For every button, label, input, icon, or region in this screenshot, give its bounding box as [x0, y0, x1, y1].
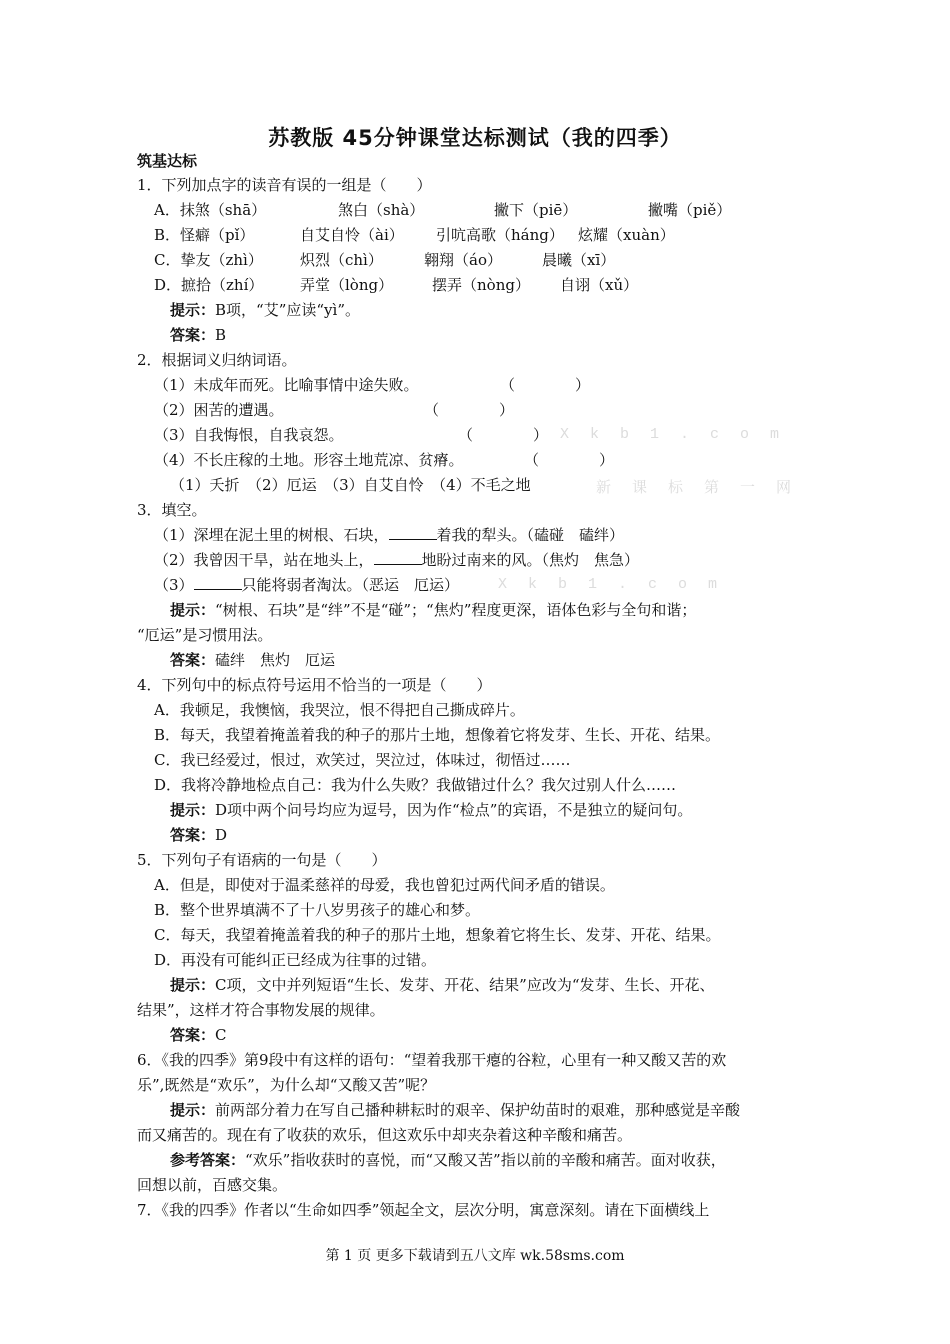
- q6-reference-answer: 参考答案：“欢乐”指收获时的喜悦，而“又酸又苦”指以前的辛酸和痛苦。面对收获，: [170, 1151, 726, 1169]
- q4-hint: 提示：D项中两个问号均应为逗号，因为作“检点”的宾语，不是独立的疑问句。: [170, 801, 693, 819]
- q4-option-c: C．我已经爱过，恨过，欢笑过，哭泣过，体味过，彻悟过……: [154, 751, 571, 769]
- q3-hint: 提示：“树根、石块”是“绊”不是“碰”；“焦灼”程度更深，语体色彩与全句和谐；: [170, 601, 697, 619]
- q2-blank-3: （ ）: [458, 426, 549, 444]
- q6-stem-cont: 乐”,既然是“欢乐”，为什么却“又酸又苦”呢？: [137, 1076, 436, 1094]
- q6-hint: 提示：前两部分着力在写自己播种耕耘时的艰辛、保护幼苗时的艰难，那种感觉是辛酸: [170, 1101, 741, 1119]
- q2-blank-4: （ ）: [524, 451, 615, 469]
- q1-answer: 答案：B: [170, 326, 227, 344]
- q3-blank-1[interactable]: [389, 525, 437, 540]
- q3-blank-2[interactable]: [374, 550, 422, 565]
- page-title: 苏教版 45分钟课堂达标测试（我的四季）: [268, 126, 682, 150]
- q6-hint-cont: 而又痛苦的。现在有了收获的欢乐，但这欢乐中却夹杂着这种辛酸和痛苦。: [137, 1126, 633, 1144]
- q1-stem: 1．下列加点字的读音有误的一组是（ ）: [137, 176, 432, 194]
- q4-stem: 4．下列句中的标点符号运用不恰当的一项是（ ）: [137, 676, 492, 694]
- q5-stem: 5．下列句子有语病的一句是（ ）: [137, 851, 387, 869]
- q3-item-2: （2）我曾因干旱，站在地头上， 地盼过南来的风。（焦灼 焦急）: [154, 551, 640, 569]
- watermark-1: X k b 1 . c o m: [560, 426, 786, 443]
- q5-option-d: D．再没有可能纠正已经成为往事的过错。: [154, 951, 437, 969]
- q3-item-1: （1）深埋在泥土里的树根、石块， 着我的犁头。（磕碰 磕绊）: [154, 526, 625, 544]
- q2-blank-2: （ ）: [424, 401, 515, 419]
- q6-stem: 6．《我的四季》第9段中有这样的语句：“望着我那干瘪的谷粒，心里有一种又酸又苦的欢: [137, 1051, 727, 1069]
- q4-option-b: B．每天，我望着掩盖着我的种子的那片土地，想像着它将发芽、生长、开花、结果。: [154, 726, 721, 744]
- q2-item-1: （1）未成年而死。比喻事情中途失败。: [154, 376, 419, 394]
- q5-option-b: B．整个世界填满不了十八岁男孩子的雄心和梦。: [154, 901, 481, 919]
- q4-option-a: A．我顿足，我懊恼，我哭泣，恨不得把自己撕成碎片。: [154, 701, 525, 719]
- q3-answer: 答案：磕绊 焦灼 厄运: [170, 651, 336, 669]
- q5-option-a: A．但是，即使对于温柔慈祥的母爱，我也曾犯过两代间矛盾的错误。: [154, 876, 615, 894]
- page-footer: 第 1 页 更多下载请到五八文库 wk.58sms.com: [325, 1248, 625, 1264]
- q4-answer: 答案：D: [170, 826, 228, 844]
- document-page: 苏教版 45分钟课堂达标测试（我的四季） 筑基达标 1．下列加点字的读音有误的一组是（ ） A．抹煞（shā） 煞白（shà） 撇下（piē） 撇嘴（piě） B．怪癖（pǐ） 自艾自怜（ài） 引吭高歌（háng） 炫耀（xuàn） C．挚友（zhì） 炽烈（chì） 翱翔（áo） 晨曦（xī） D．摭拾（zhí） 弄堂（lòng） 摆弄（nòng） 自诩（xǔ） 提示：B项，“艾”应读“yì”。 答案：B 2．根据词义归纳词语。 （1）未成年而死。比喻事情中途失败。 （ ） （2）困苦的遭遇。 （ ） （3）自我悔恨，自我哀怨。 （ ） X k b 1 . c o m （4）不长庄稼的土地。形容土地荒凉、贫瘠。 （ ） （1）夭折 （2）厄运 （3）自艾自怜 （4）不毛之地 新 课 标 第 一 网 3．填空。 （1）深埋在泥土里的树根、石块， 着我的犁头。（磕碰 磕绊） （2）我曾因干旱，站在地头上， 地盼过南来的风。（焦灼 焦急） （3） 只能将弱者淘汰。（恶运 厄运） X k b 1 . c o m 提示：“树根、石块”是“绊”不是“碰”；“焦灼”程度更深，语体色彩与全句和谐； “厄运”是习惯用法。 答案：磕绊 焦灼 厄运 4．下列句中的标点符号运用不恰当的一项是（ ） A．我顿足，我懊恼，我哭泣，恨不得把自己撕成碎片。 B．每天，我望着掩盖着我的种子的那片土地，想像着它将发芽、生长、开花、结果。 C．我已经爱过，恨过，欢笑过，哭泣过，体味过，彻悟过…… D．我将冷静地检点自己：我为什么失败？我做错过什么？我欠过别人什么…… 提示：D项中两个问号均应为逗号，因为作“检点”的宾语，不是独立的疑问句。 答案：D 5．下列句子有语病的一句是（ ） A．但是，即使对于温柔慈祥的母爱，我也曾犯过两代间矛盾的错误。 B．整个世界填满不了十八岁男孩子的雄心和梦。 C．每天，我望着掩盖着我的种子的那片土地，想象着它将生长、发芽、开花、结果。 D．再没有可能纠正已经成为往事的过错。 提示：C项，文中并列短语“生长、发芽、开花、结果”应改为“发芽、生长、开花、 结果”，这样才符合事物发展的规律。 答案：C 6．《我的四季》第9段中有这样的语句：“望着我那干瘪的谷粒，心里有一种又酸又苦的欢 乐”,既然是“欢乐”，为什么却“又酸又苦”呢？ 提示：前两部分着力在写自己播种耕耘时的艰辛、保护幼苗时的艰难，那种感觉是辛酸 而又痛苦的。现在有了收获的欢乐，但这欢乐中却夹杂着这种辛酸和痛苦。 参考答案：“欢乐”指收获时的喜悦，而“又酸又苦”指以前的辛酸和痛苦。面对收获， 回想以前，百感交集。 7．《我的四季》作者以“生命如四季”领起全文，层次分明，寓意深刻。请在下面横线上 第 1 页 更多下载请到五八文库 wk.58sms.com: [0, 0, 950, 1344]
- q2-blank-1: （ ）: [500, 376, 591, 394]
- watermark-3: X k b 1 . c o m: [498, 576, 724, 593]
- watermark-2: 新 课 标 第 一 网: [596, 480, 798, 497]
- q5-answer: 答案：C: [170, 1026, 227, 1044]
- q2-item-4: （4）不长庄稼的土地。形容土地荒凉、贫瘠。: [154, 451, 464, 469]
- q3-stem: 3．填空。: [137, 501, 207, 519]
- q3-hint-cont: “厄运”是习惯用法。: [137, 626, 273, 644]
- q1-hint: 提示：B项，“艾”应读“yì”。: [170, 301, 360, 319]
- q2-item-3: （3）自我悔恨，自我哀怨。: [154, 426, 344, 444]
- q5-option-c: C．每天，我望着掩盖着我的种子的那片土地，想象着它将生长、发芽、开花、结果。: [154, 926, 721, 944]
- q2-item-2: （2）困苦的遭遇。: [154, 401, 284, 419]
- q4-option-d: D．我将冷静地检点自己：我为什么失败？我做错过什么？我欠过别人什么……: [154, 776, 677, 794]
- q3-blank-3[interactable]: [194, 575, 242, 590]
- q6-reference-answer-cont: 回想以前，百感交集。: [137, 1176, 288, 1194]
- section-heading: 筑基达标: [137, 152, 198, 170]
- q7-stem: 7．《我的四季》作者以“生命如四季”领起全文，层次分明，寓意深刻。请在下面横线上: [137, 1201, 710, 1219]
- q5-hint-cont: 结果”，这样才符合事物发展的规律。: [137, 1001, 385, 1019]
- q2-answer: （1）夭折 （2）厄运 （3）自艾自怜 （4）不毛之地: [170, 476, 531, 494]
- q3-item-3: （3） 只能将弱者淘汰。（恶运 厄运）: [154, 576, 460, 594]
- q2-stem: 2．根据词义归纳词语。: [137, 351, 297, 369]
- q5-hint: 提示：C项，文中并列短语“生长、发芽、开花、结果”应改为“发芽、生长、开花、: [170, 976, 715, 994]
